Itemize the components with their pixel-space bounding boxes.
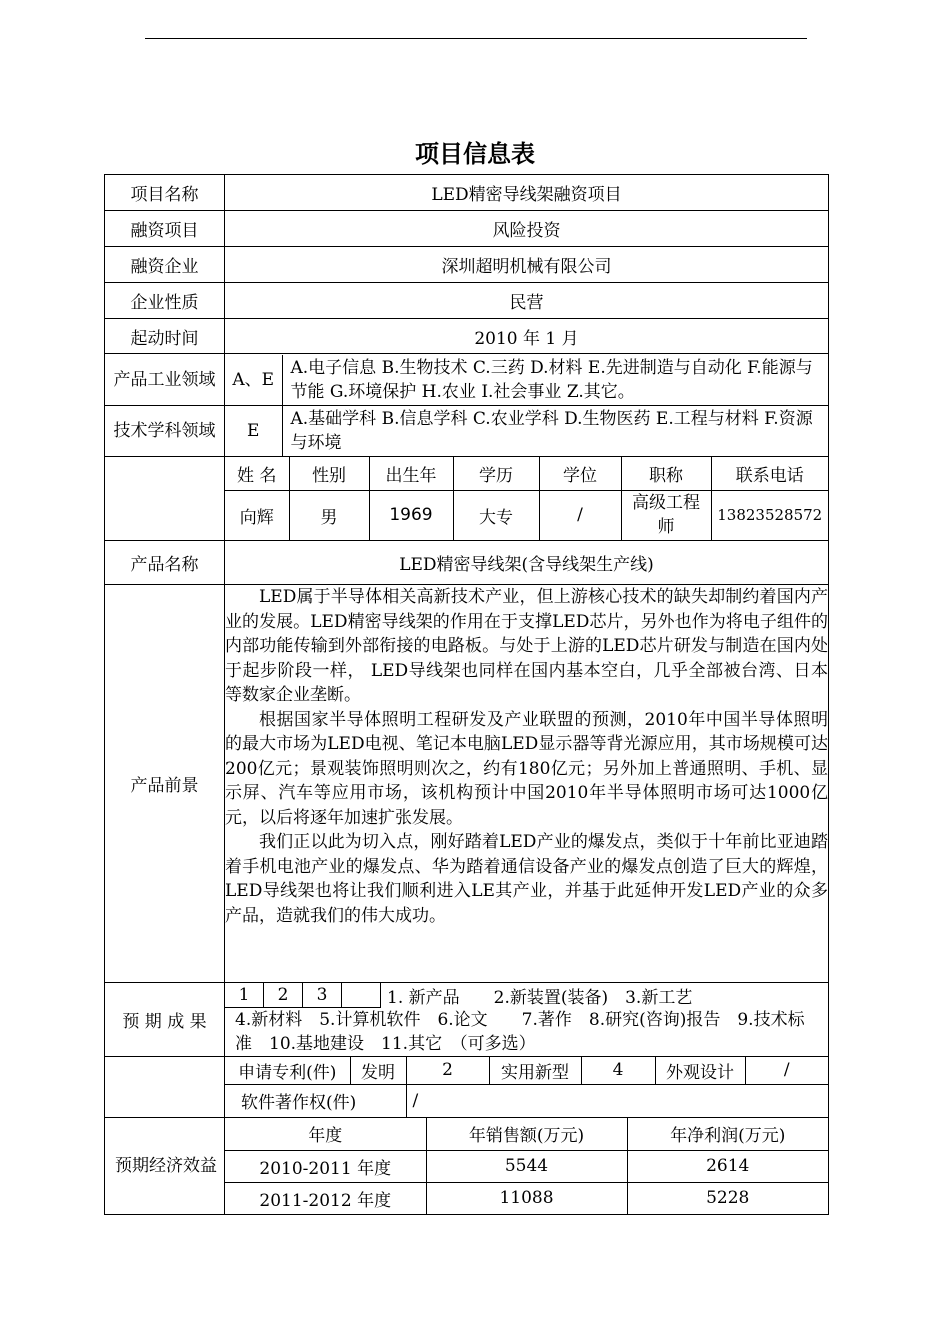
person-header-phone: 联系电话	[711, 457, 828, 490]
patent-design-value: /	[745, 1057, 828, 1084]
tech-field-options: A.基础学科 B.信息学科 C.农业学科 D.生物医药 E.工程与材料 F.资源与环境	[290, 409, 813, 453]
economic-profit-1: 2614	[627, 1150, 828, 1182]
page-title: 项目信息表	[415, 140, 535, 168]
person-phone: 13823528572	[711, 490, 828, 540]
header-rule	[145, 38, 807, 39]
company-nature-value: 民营	[225, 283, 829, 319]
product-name-label: 产品名称	[105, 541, 225, 585]
results-line-1: 1. 新产品 2.新装置(装备) 3.新工艺	[387, 988, 693, 1008]
row-results	[105, 983, 829, 1057]
patent-invention-label: 发明	[350, 1057, 406, 1084]
patent-invention-value: 2	[406, 1057, 489, 1084]
software-label: 软件著作权(件)	[225, 1084, 406, 1117]
project-name-value: LED精密导线架融资项目	[225, 175, 829, 211]
patent-label-empty	[105, 1057, 225, 1118]
row-financing-company	[105, 247, 829, 283]
financing-item-label: 融资项目	[105, 211, 225, 247]
person-name: 向辉	[225, 490, 289, 540]
economic-table	[225, 1118, 828, 1214]
tech-field-code: E	[225, 406, 282, 456]
person-education: 大专	[453, 490, 539, 540]
results-line-2: 4.新材料 5.计算机软件 6.论文 7.著作 8.研究(咨询)报告 9.技术标准 10.基地建设 11.其它 （可多选）	[235, 1010, 805, 1054]
industry-field-label: 产品工业领域	[105, 354, 225, 406]
background-paragraph-1: LED属于半导体相关高新技术产业，但上游核心技术的缺失却制约着国内产业的发展。LED精密导线架的作用在于支撑LED芯片，另外也作为将电子组件的内部功能传输到外部衔接的电路板。与处于上游的LED芯片研发与制造在国内处于起步阶段一样， LED导线架也同样在国内基本空白，几乎全部被台湾、日本等数家企业垄断。	[225, 587, 828, 705]
economic-header-year: 年度	[225, 1118, 426, 1150]
table-row	[225, 1182, 828, 1214]
row-industry-field	[105, 354, 829, 406]
company-nature-label: 企业性质	[105, 283, 225, 319]
product-name-value: LED精密导线架(含导线架生产线)	[225, 541, 829, 585]
row-project-name	[105, 175, 829, 211]
results-box-3: 3	[303, 983, 342, 1008]
person-header-name: 姓 名	[225, 457, 289, 490]
person-label-empty	[105, 457, 225, 541]
economic-header-profit: 年净利润(万元)	[627, 1118, 828, 1150]
start-time-label: 起动时间	[105, 319, 225, 354]
patent-label: 申请专利(件)	[225, 1057, 350, 1084]
project-name-label: 项目名称	[105, 175, 225, 211]
person-header-title: 职称	[621, 457, 711, 490]
industry-field-options: A.电子信息 B.生物技术 C.三药 D.材料 E.先进制造与自动化 F.能源与节能 G.环境保护 H.农业 I.社会事业 Z.其它。	[290, 357, 813, 402]
results-box-1: 1	[225, 983, 264, 1008]
person-title: 高级工程师	[621, 490, 711, 540]
start-time-value: 2010 年 1 月	[225, 319, 829, 354]
row-start-time	[105, 319, 829, 354]
economic-year-1: 2010-2011 年度	[225, 1150, 426, 1182]
tech-field-label: 技术学科领域	[105, 406, 225, 457]
software-value: /	[412, 1090, 419, 1111]
patent-design-label: 外观设计	[655, 1057, 745, 1084]
person-degree: /	[539, 490, 621, 540]
economic-profit-2: 5228	[627, 1182, 828, 1214]
financing-company-value: 深圳超明机械有限公司	[225, 247, 829, 283]
economic-sales-2: 11088	[426, 1182, 627, 1214]
economic-year-2: 2011-2012 年度	[225, 1182, 426, 1214]
financing-item-value: 风险投资	[225, 211, 829, 247]
person-header-birth: 出生年	[369, 457, 453, 490]
background-label: 产品前景	[105, 585, 225, 983]
person-gender: 男	[289, 490, 369, 540]
row-patent	[105, 1057, 829, 1118]
person-birth: 1969	[369, 490, 453, 540]
patent-utility-label: 实用新型	[489, 1057, 581, 1084]
row-company-nature	[105, 283, 829, 319]
economic-sales-1: 5544	[426, 1150, 627, 1182]
row-background	[105, 585, 829, 983]
background-paragraph-2: 根据国家半导体照明工程研发及产业联盟的预测，2010年中国半导体照明的最大市场为LED电视、笔记本电脑LED显示器等背光源应用，其市场规模可达200亿元；景观装饰照明则次之，约有180亿元；另外加上普通照明、手机、显示屏、汽车等应用市场，该机构预计中国2010年半导体照明市场可达1000亿元，以后将逐年加速扩张发展。	[225, 709, 828, 828]
financing-company-label: 融资企业	[105, 247, 225, 283]
person-header-education: 学历	[453, 457, 539, 490]
person-table	[225, 457, 828, 540]
background-text	[225, 585, 829, 983]
row-financing-item	[105, 211, 829, 247]
results-box-2: 2	[264, 983, 303, 1008]
results-box-4	[342, 983, 381, 1008]
row-person	[105, 457, 829, 541]
industry-field-code: A、E	[225, 355, 282, 405]
table-row	[225, 1150, 828, 1182]
project-info-table	[104, 174, 829, 1215]
background-paragraph-3: 我们正以此为切入点，刚好踏着LED产业的爆发点，类似于十年前比亚迪踏着手机电池产业的爆发点、华为踏着通信设备产业的爆发点创造了巨大的辉煌，LED导线架也将让我们顺利进入LE其产业，并基于此延伸开发LED产业的众多产品，造就我们的伟大成功。	[225, 832, 828, 926]
row-tech-field	[105, 406, 829, 457]
patent-table	[225, 1057, 828, 1117]
row-economic	[105, 1118, 829, 1215]
economic-header-sales: 年销售额(万元)	[426, 1118, 627, 1150]
person-header-degree: 学位	[539, 457, 621, 490]
patent-utility-value: 4	[581, 1057, 655, 1084]
row-product-name	[105, 541, 829, 585]
person-header-gender: 性别	[289, 457, 369, 490]
economic-label: 预期经济效益	[105, 1118, 225, 1215]
results-label: 预 期 成 果	[105, 983, 225, 1057]
